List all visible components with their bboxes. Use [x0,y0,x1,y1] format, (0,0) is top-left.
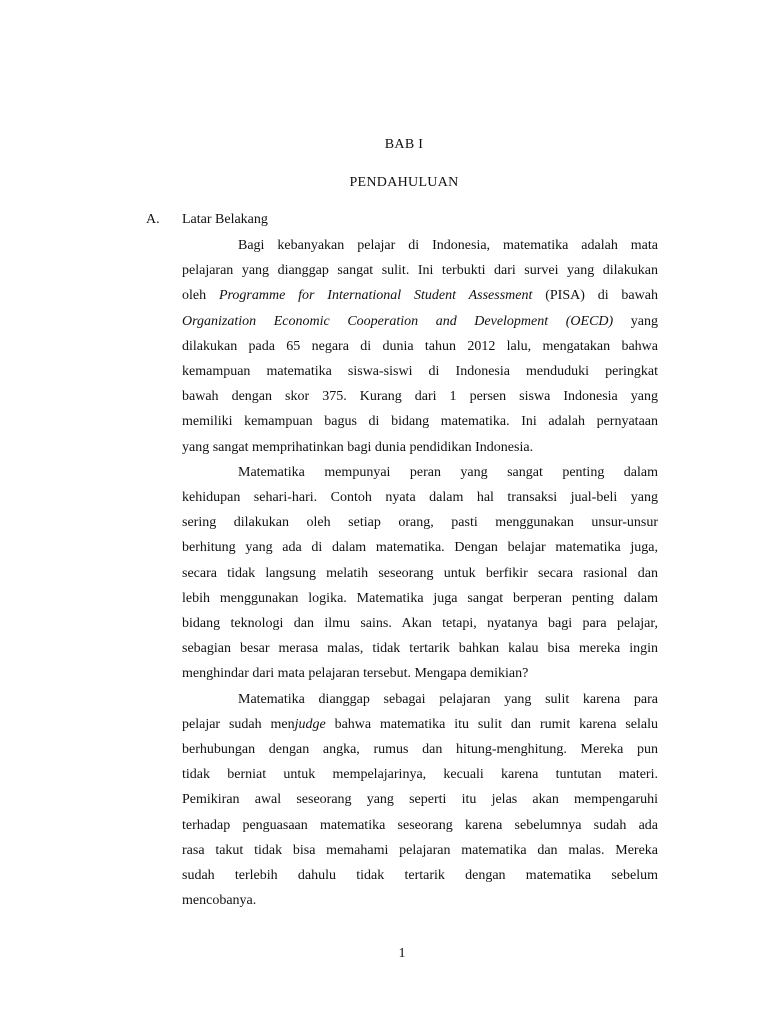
chapter-title: PENDAHULUAN [349,175,459,190]
text-line: kemampuan matematika siswa-siswi di Indonesia menduduki peringkat [182,363,658,379]
italic-term: Organization Economic Cooperation and Development (OECD) [182,313,614,329]
text-line [182,283,658,308]
text-line [182,712,658,737]
text-line: Bagi kebanyakan pelajar di Indonesia, matematika adalah mata [238,238,658,253]
text-line: bidang teknologi dan ilmu sains. Akan tetapi, nyatanya bagi para pelajar, [182,615,658,631]
paragraph-1 [182,233,658,460]
text-run: oleh [182,288,219,304]
text-line: Matematika mempunyai peran yang sangat penting dalam [238,464,658,480]
text-line: bawah dengan skor 375. Kurang dari 1 persen siswa Indonesia yang [182,389,658,405]
text-line: tidak berniat untuk mempelajarinya, kecuali karena tuntutan materi. [182,767,658,783]
text-line: berhitung yang ada di dalam matematika. Dengan belajar matematika juga, [182,540,658,556]
text-line: Pemikiran awal seseorang yang seperti itu jelas akan mempengaruhi [182,792,658,808]
italic-term: judge [294,716,326,732]
text-run: bahwa matematika itu sulit dan rumit karena selalu [325,716,658,732]
text-run: pelajar sudah men [182,716,295,732]
text-line [182,309,658,334]
page-number: 1 [398,946,406,961]
text-line: berhubungan dengan angka, rumus dan hitung-menghitung. Mereka pun [182,741,658,757]
text-line: sudah terlebih dahulu tidak tertarik dengan matematika sebelum [182,867,658,883]
section-title: Latar Belakang [182,212,268,227]
section-letter: A. [146,212,160,227]
paragraph-3 [182,687,658,914]
text-line: terhadap penguasaan matematika seseorang karena sebelumnya sudah ada [182,817,658,833]
text-run: (PISA) di bawah [532,288,658,304]
text-line: dilakukan pada 65 negara di dunia tahun 2012 lalu, mengatakan bahwa [182,338,658,354]
text-line: secara tidak langsung melatih seseorang untuk berfikir secara rasional dan [182,565,658,581]
text-line: yang sangat memprihatinkan bagi dunia pendidikan Indonesia. [182,439,534,455]
text-line: sebagian besar merasa malas, tidak tertarik bahkan kalau bisa mereka ingin [182,641,658,657]
text-line: mencobanya. [182,893,257,909]
text-line: Matematika dianggap sebagai pelajaran yang sulit karena para [238,691,658,707]
text-line: menghindar dari mata pelajaran tersebut. Mengapa demikian? [182,666,529,682]
italic-term: Programme for International Student Assessment [218,288,533,304]
paragraph-2 [182,460,658,687]
text-line: pelajaran yang dianggap sangat sulit. Ini terbukti dari survei yang dilakukan [182,263,658,279]
text-line: lebih menggunakan logika. Matematika juga sangat berperan penting dalam [182,590,658,606]
text-line: sering dilakukan oleh setiap orang, pasti menggunakan unsur-unsur [182,515,658,531]
text-line: kehidupan sehari-hari. Contoh nyata dalam hal transaksi jual-beli yang [182,489,658,505]
chapter-number: BAB I [384,137,424,152]
text-line: memiliki kemampuan bagus di bidang matematika. Ini adalah pernyataan [182,414,658,430]
text-run: yang [613,313,658,329]
text-line: rasa takut tidak bisa memahami pelajaran matematika dan malas. Mereka [182,842,658,858]
